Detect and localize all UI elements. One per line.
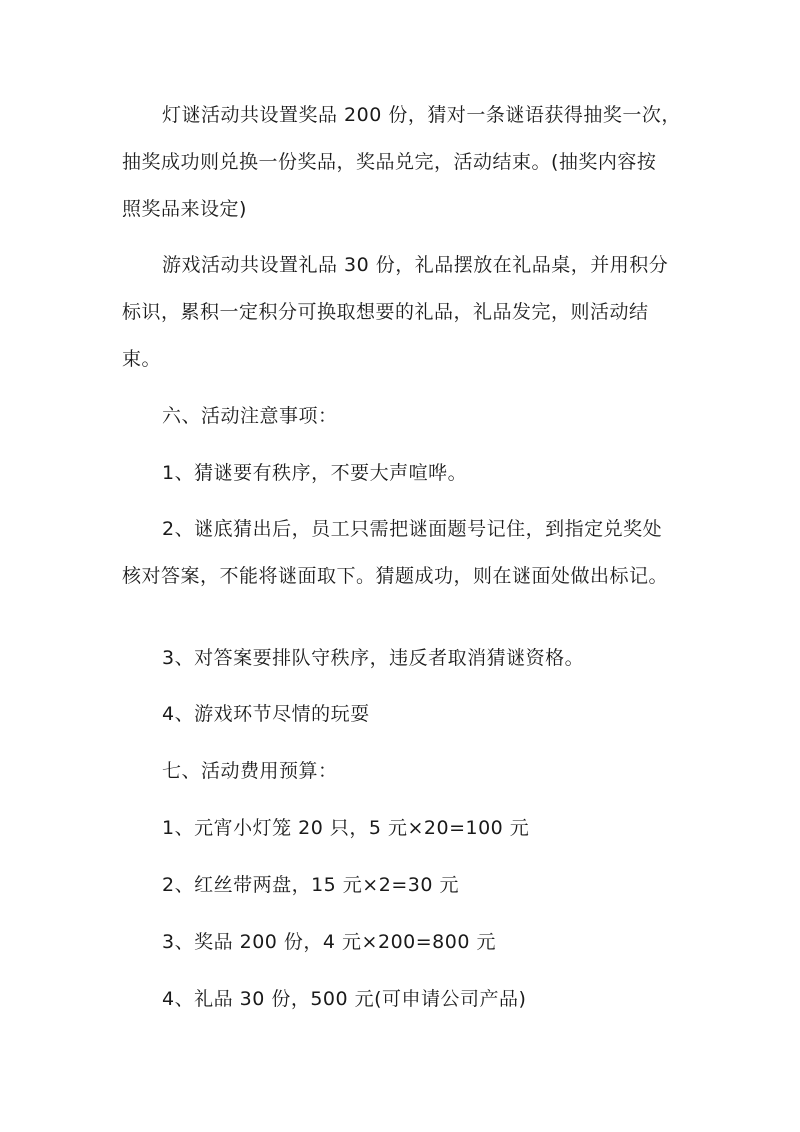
section-heading-notes: 六、活动注意事项： xyxy=(162,405,338,427)
budget-item-1: 1、元宵小灯笼 20 只，5 元×20=100 元 xyxy=(162,817,530,839)
budget-item-2: 2、红丝带两盘，15 元×2=30 元 xyxy=(162,874,459,896)
note-item-1: 1、猜谜要有秩序，不要大声喧哗。 xyxy=(162,462,468,484)
text-line: 照奖品来设定) xyxy=(122,198,247,220)
budget-item-3: 3、奖品 200 份，4 元×200=800 元 xyxy=(162,931,496,953)
text-line: 束。 xyxy=(122,348,162,370)
text-line: 标识，累积一定积分可换取想要的礼品，礼品发完，则活动结 xyxy=(122,301,649,323)
budget-item-4: 4、礼品 30 份，500 元(可申请公司产品) xyxy=(162,988,527,1010)
note-item-4: 4、游戏环节尽情的玩耍 xyxy=(162,703,370,725)
text-line: 抽奖成功则兑换一份奖品，奖品兑完，活动结束。(抽奖内容按 xyxy=(122,151,657,173)
note-item-3: 3、对答案要排队守秩序，违反者取消猜谜资格。 xyxy=(162,647,585,669)
text-line: 游戏活动共设置礼品 30 份，礼品摆放在礼品桌，并用积分 xyxy=(162,254,669,276)
text-line: 核对答案，不能将谜面取下。猜题成功，则在谜面处做出标记。 xyxy=(122,565,669,587)
text-line: 2、谜底猜出后，员工只需把谜面题号记住，到指定兑奖处 xyxy=(162,518,663,540)
section-heading-budget: 七、活动费用预算： xyxy=(162,760,338,782)
text-line: 灯谜活动共设置奖品 200 份，猜对一条谜语获得抽奖一次， xyxy=(162,104,681,126)
